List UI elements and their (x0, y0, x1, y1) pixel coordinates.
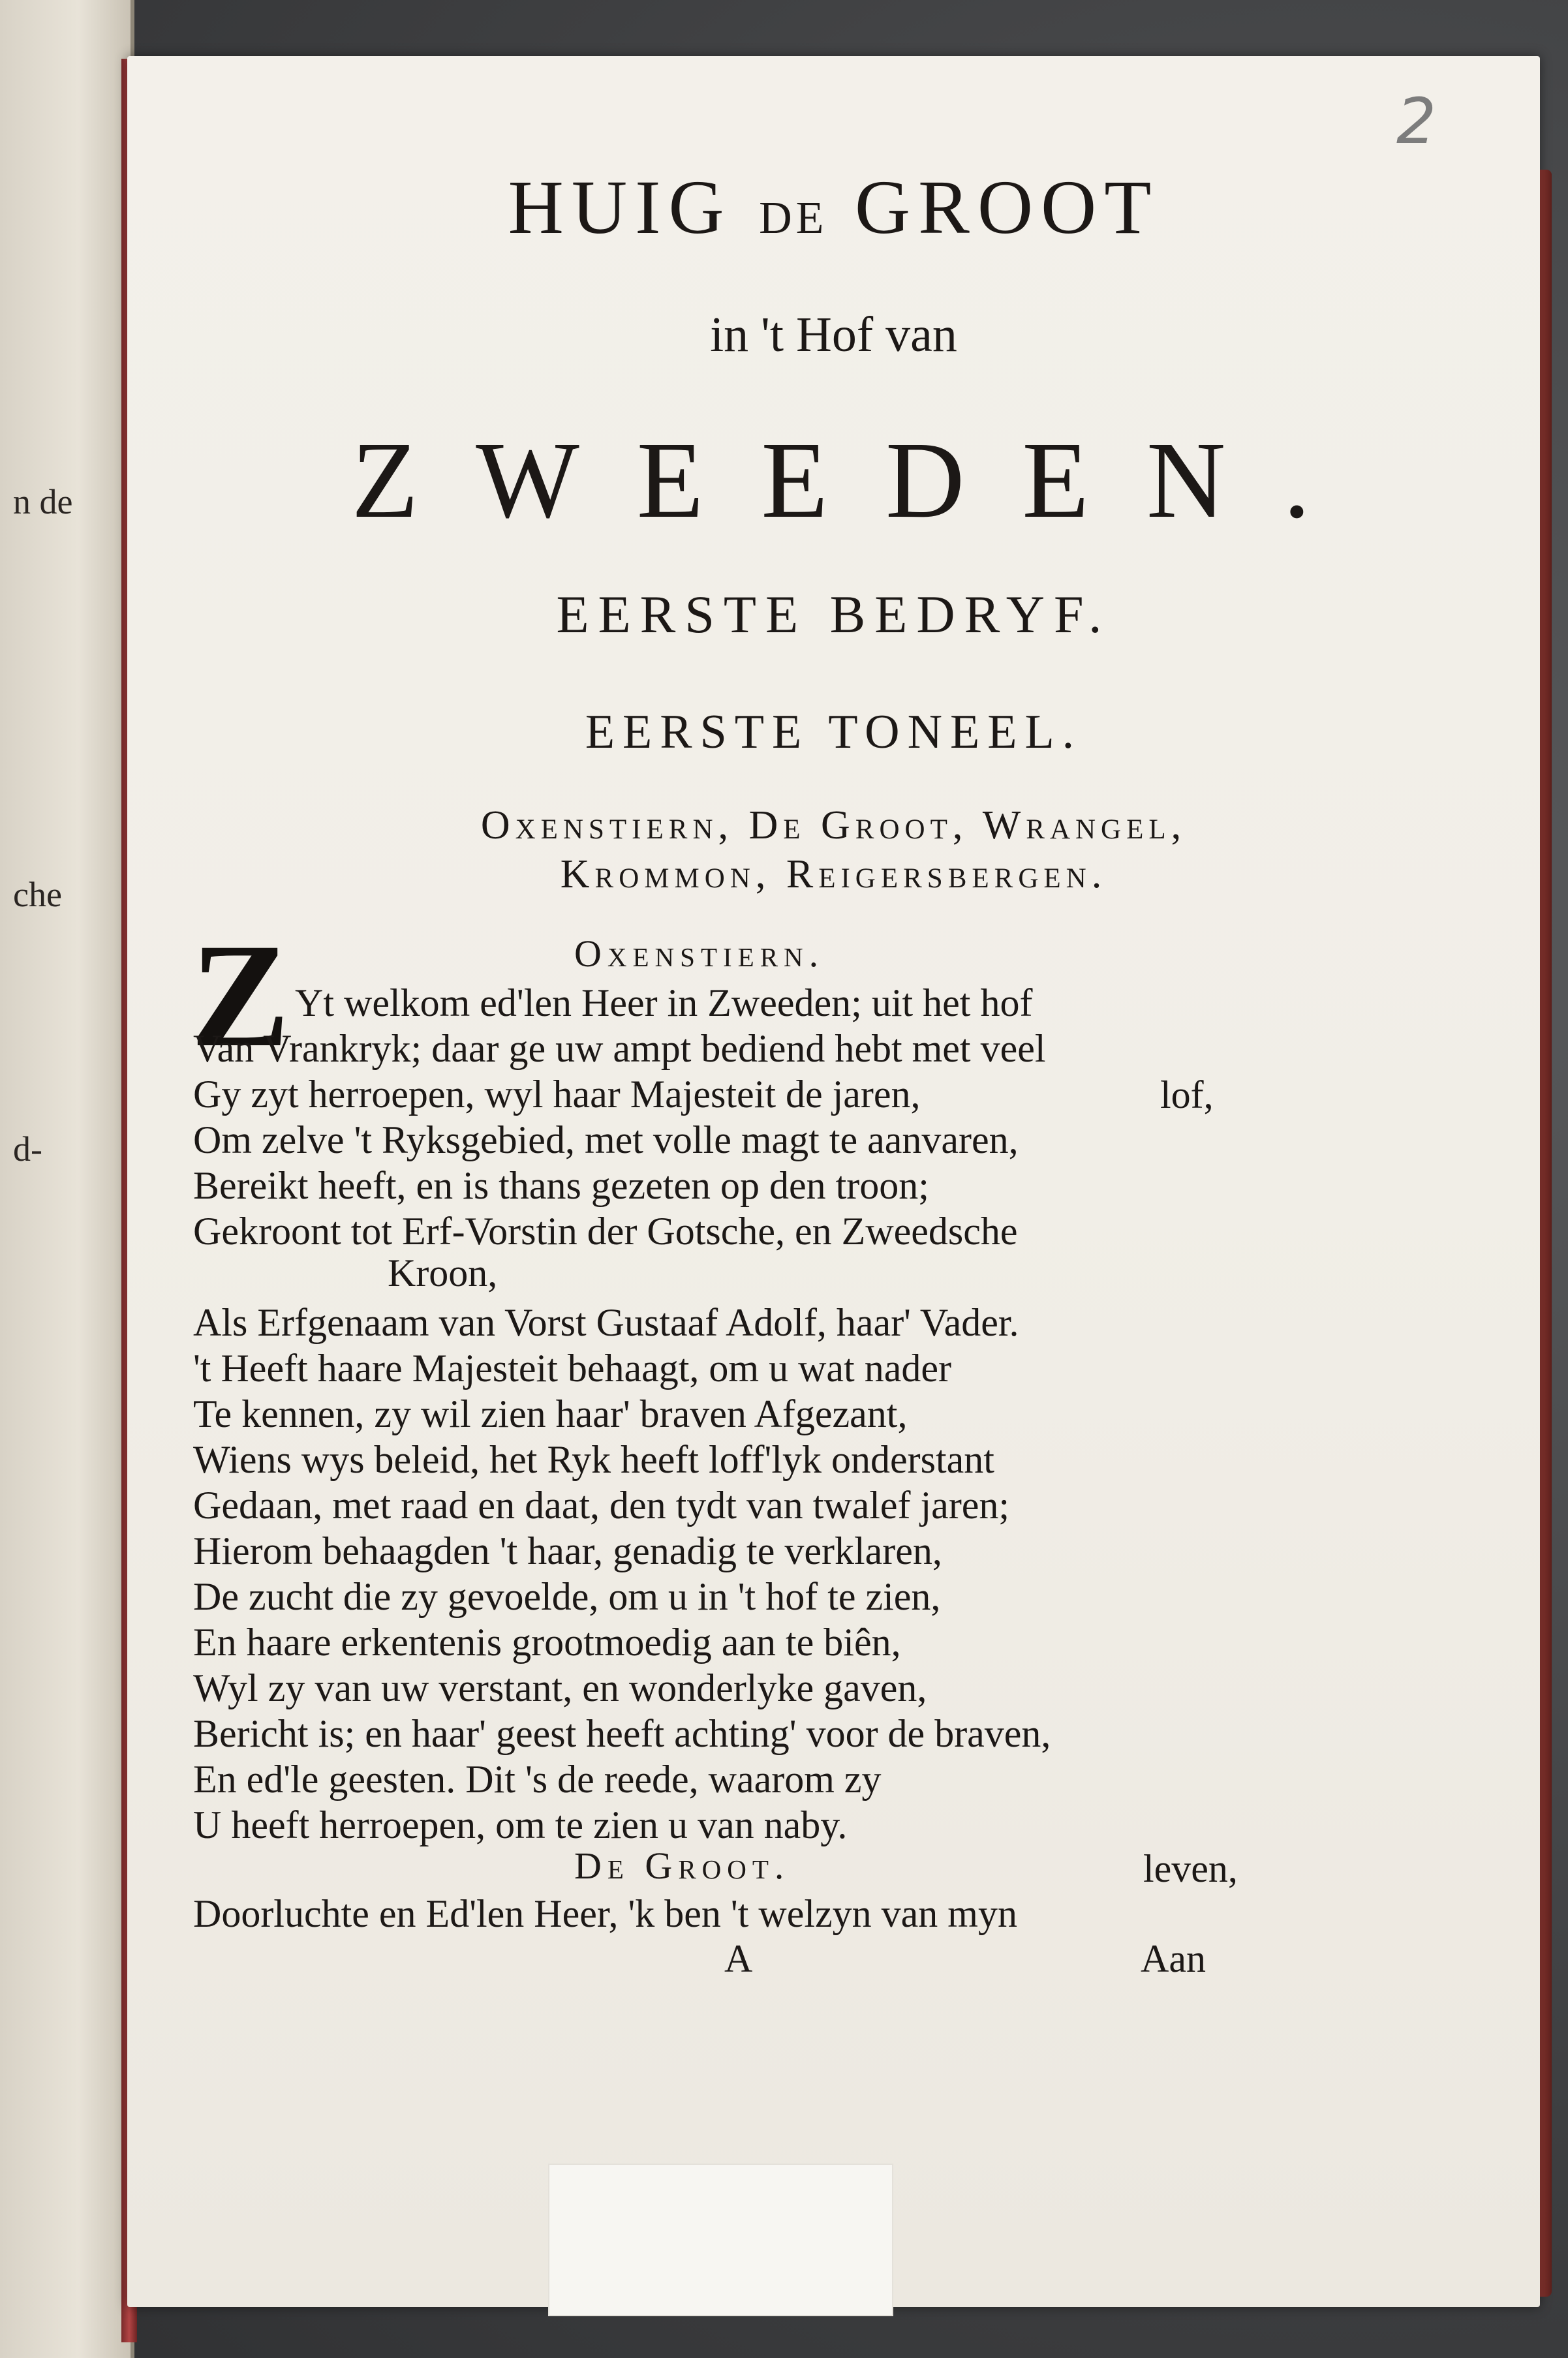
scene-heading: EERSTE TONEEL. (585, 705, 1083, 759)
verse-line: 't Heeft haare Majesteit behaagt, om u wat nader (193, 1347, 951, 1390)
title-line-1 (127, 163, 1540, 252)
verse-line: En ed'le geesten. Dit 's de reede, waarom zy (193, 1758, 882, 1801)
verse-line: Wiens wys beleid, het Ryk heeft loff'lyk onderstant (193, 1438, 994, 1481)
verse-line: En haare erkentenis grootmoedig aan te biên, (193, 1621, 901, 1664)
title-line-3: ZWEEDEN. (351, 420, 1368, 541)
left-page-fragment: che (13, 875, 62, 914)
verse-line: Om zelve 't Ryksgebied, met volle magt te aanvaren, (193, 1118, 1019, 1161)
page-number: 2 (1396, 85, 1438, 158)
drop-cap: Z (191, 913, 290, 1078)
catchword: Aan (1141, 1937, 1206, 1980)
cast-list-line-1: Oxenstiern, De Groot, Wrangel, (480, 803, 1187, 848)
verse-line: Gy zyt herroepen, wyl haar Majesteit de jaren, (193, 1073, 921, 1116)
runover-word: leven, (1143, 1847, 1238, 1890)
verse-line: Yt welkom ed'len Heer in Zweeden; uit het hof (295, 981, 1033, 1024)
verse-line: Gekroont tot Erf-Vorstin der Gotsche, en Zweedsche (193, 1210, 1018, 1253)
verse-line: Als Erfgenaam van Vorst Gustaaf Adolf, haar' Vader. (193, 1301, 1019, 1344)
verse-line: Gedaan, met raad en daat, den tydt van twalef jaren; (193, 1484, 1010, 1527)
title-word-huig: HUIG (508, 164, 732, 250)
left-page-fragment: n de (13, 482, 73, 521)
verse-line: U heeft herroepen, om te zien u van naby. (193, 1803, 848, 1846)
speaker-de-groot: De Groot. (574, 1845, 790, 1887)
verse-line: Bereikt heeft, en is thans gezeten op den troon; (193, 1164, 929, 1207)
verse-line: Doorluchte en Ed'len Heer, 'k ben 't welzyn van myn (193, 1892, 1017, 1935)
left-page-fragment: d- (13, 1129, 42, 1169)
verse-line: Van Vrankryk; daar ge uw ampt bediend hebt met veel (193, 1027, 1046, 1070)
runover-word: lof, (1160, 1073, 1214, 1116)
speaker-oxenstiern: Oxenstiern. (574, 932, 825, 975)
verse-line: Wyl zy van uw verstant, en wonderlyke gaven, (193, 1666, 927, 1709)
title-word-de: DE (759, 193, 828, 243)
verse-line: Hierom behaagden 't haar, genadig te verklaren, (193, 1529, 942, 1572)
verse-line: De zucht die zy gevoelde, om u in 't hof te zien, (193, 1575, 941, 1618)
title-line-2: in 't Hof van (710, 307, 957, 362)
signature-mark: A (724, 1937, 753, 1980)
cast-list-line-2: Krommon, Reigersbergen. (560, 852, 1107, 896)
label-sticker (548, 2164, 893, 2316)
verse-line: Bericht is; en haar' geest heeft achting' voor de braven, (193, 1712, 1051, 1755)
left-facing-page (0, 0, 134, 2358)
title-word-groot: GROOT (854, 164, 1160, 250)
act-heading: EERSTE BEDRYF. (556, 585, 1111, 644)
verse-line: Kroon, (388, 1251, 498, 1294)
verse-line: Te kennen, zy wil zien haar' braven Afgezant, (193, 1392, 908, 1435)
